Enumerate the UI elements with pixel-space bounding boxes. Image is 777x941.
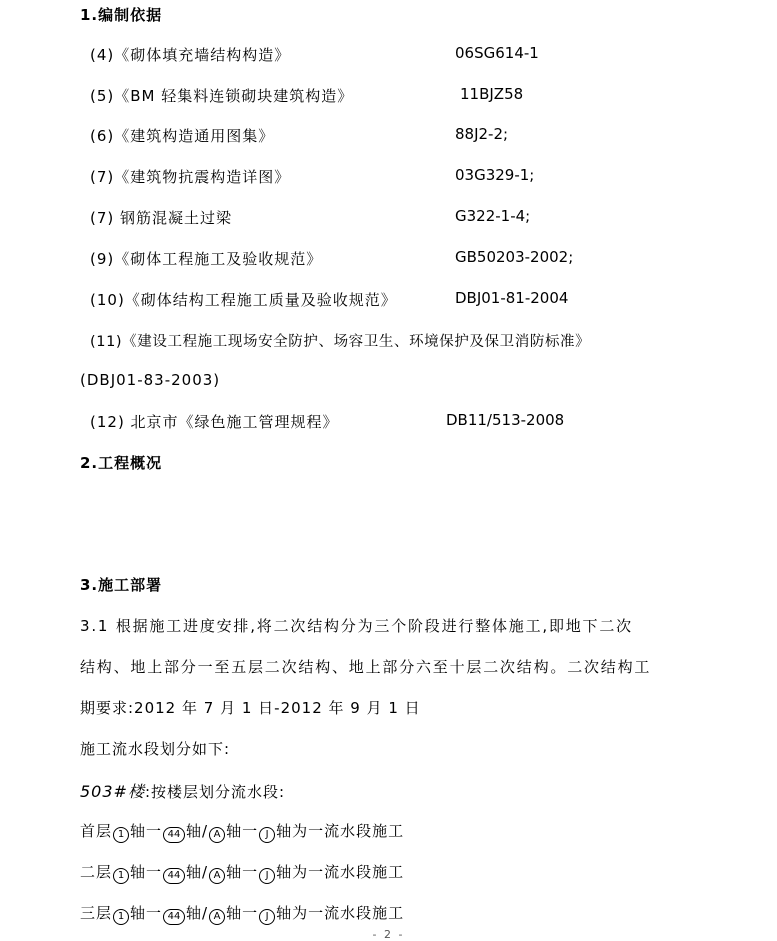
ref-item-7a: (7)《建筑物抗震构造详图》	[90, 168, 291, 186]
ref-item-6: (6)《建筑构造通用图集》	[90, 127, 275, 145]
ref-item-9: (9)《砌体工程施工及验收规范》	[90, 250, 323, 268]
axis-circle: 1	[113, 827, 129, 843]
floor-description: 轴为一流水段施工	[276, 822, 405, 840]
axis-circle: 44	[163, 868, 185, 884]
floor-line	[80, 820, 404, 843]
ref-code-10: DBJ01-81-2004	[455, 289, 569, 307]
axis-circle: J	[259, 827, 275, 843]
axis-separator: 轴/	[186, 863, 209, 881]
axis-separator: 轴/	[186, 822, 209, 840]
axis-separator: 轴一	[226, 904, 259, 922]
floor-description: 轴为一流水段施工	[276, 904, 405, 922]
axis-separator: 轴一	[226, 863, 259, 881]
flow-intro: 施工流水段划分如下:	[80, 740, 231, 758]
section-1-heading: 1.编制依据	[80, 6, 163, 24]
axis-circle: J	[259, 909, 275, 925]
axis-circle: 44	[163, 827, 185, 843]
ref-code-12: DB11/513-2008	[446, 411, 565, 429]
ref-code-11: (DBJ01-83-2003)	[80, 371, 221, 389]
axis-separator: 轴一	[130, 904, 163, 922]
paragraph-line-1: 3.1 根据施工进度安排,将二次结构分为三个阶段进行整体施工,即地下二次	[80, 617, 633, 635]
floor-name: 二层	[80, 863, 113, 881]
axis-circle: 1	[113, 909, 129, 925]
floor-name: 三层	[80, 904, 113, 922]
axis-separator: 轴一	[226, 822, 259, 840]
ref-code-7a: 03G329-1;	[455, 166, 535, 184]
ref-item-12: (12) 北京市《绿色施工管理规程》	[90, 413, 339, 431]
ref-item-10: (10)《砌体结构工程施工质量及验收规范》	[90, 291, 397, 309]
section-2-heading: 2.工程概况	[80, 454, 163, 472]
ref-code-4: 06SG614-1	[455, 44, 539, 62]
floor-line	[80, 902, 404, 925]
page-number: - 2 -	[372, 928, 405, 941]
axis-separator: 轴/	[186, 904, 209, 922]
ref-item-4: (4)《砌体填充墙结构构造》	[90, 46, 291, 64]
ref-item-11: (11)《建设工程施工现场安全防护、场容卫生、环境保护及保卫消防标准》	[90, 334, 591, 350]
axis-separator: 轴一	[130, 822, 163, 840]
ref-item-7b: (7) 钢筋混凝土过梁	[90, 209, 233, 227]
axis-circle: 44	[163, 909, 185, 925]
axis-circle: 1	[113, 868, 129, 884]
floor-line	[80, 861, 404, 884]
ref-code-9: GB50203-2002;	[455, 248, 574, 266]
axis-circle: A	[209, 827, 225, 843]
floor-name: 首层	[80, 822, 113, 840]
section-3-heading: 3.施工部署	[80, 576, 163, 594]
paragraph-line-2: 结构、地上部分一至五层二次结构、地上部分六至十层二次结构。二次结构工	[80, 658, 652, 676]
building-number: 503#楼	[80, 782, 145, 801]
floor-description: 轴为一流水段施工	[276, 863, 405, 881]
axis-circle: J	[259, 868, 275, 884]
axis-circle: A	[209, 909, 225, 925]
ref-code-7b: G322-1-4;	[455, 207, 531, 225]
building-line	[80, 779, 285, 802]
ref-code-6: 88J2-2;	[455, 125, 509, 143]
ref-item-5: (5)《BM 轻集料连锁砌块建筑构造》	[90, 87, 354, 105]
ref-code-5: 11BJZ58	[460, 85, 524, 103]
paragraph-line-3: 期要求:2012 年 7 月 1 日-2012 年 9 月 1 日	[80, 699, 421, 717]
axis-circle: A	[209, 868, 225, 884]
building-description: :按楼层划分流水段:	[144, 783, 286, 801]
axis-separator: 轴一	[130, 863, 163, 881]
